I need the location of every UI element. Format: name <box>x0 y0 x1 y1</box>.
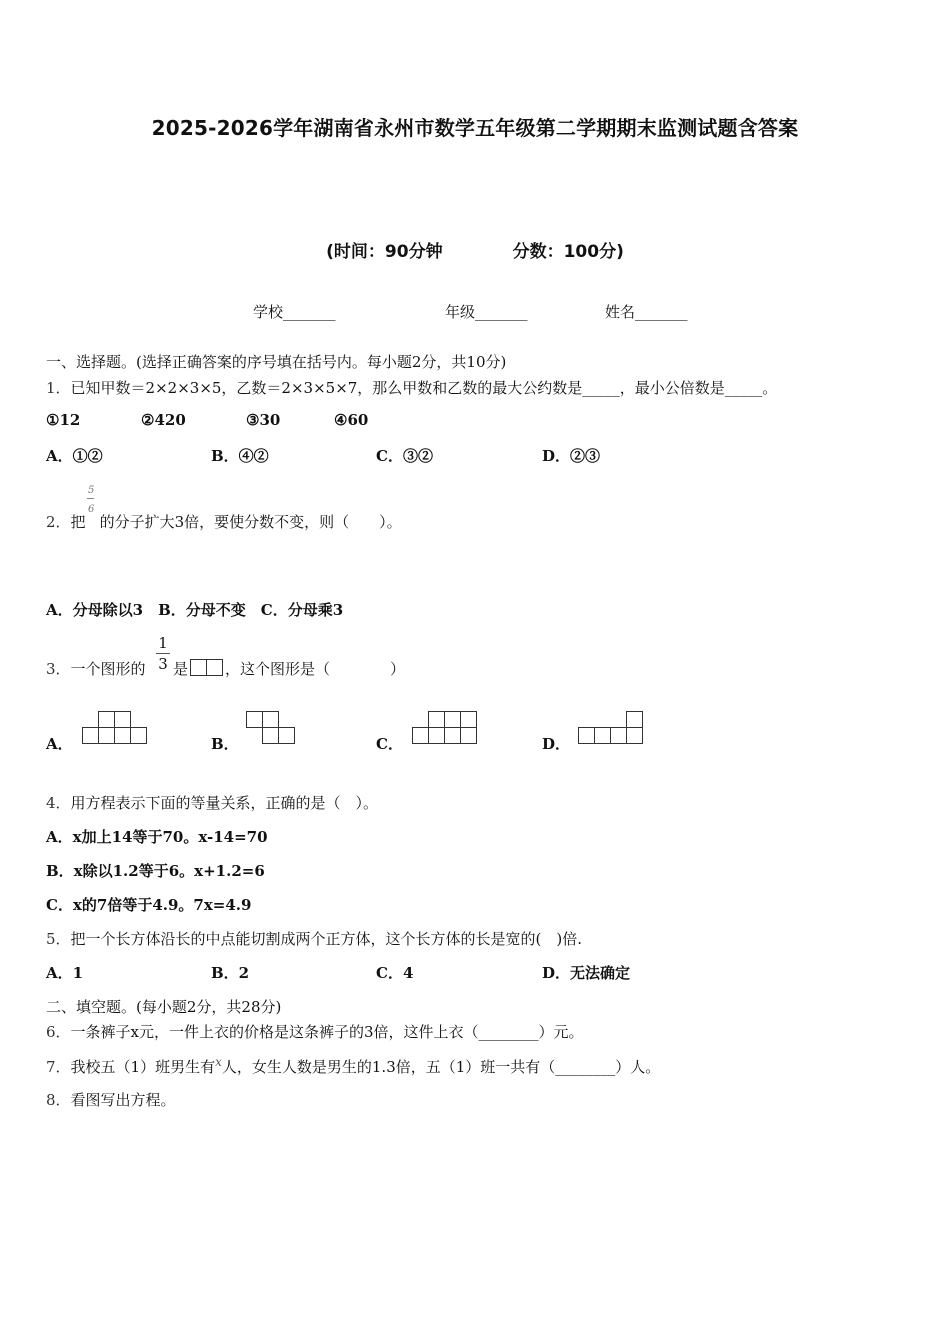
school-field: 学校_______ <box>253 303 336 321</box>
page-title: 2025-2026学年湖南省永州市数学五年级第二学期期末监测试题含答案 <box>151 116 799 140</box>
question-text-post: 人，女生人数是男生的1.3倍，五（1）班一共有（________）人。 <box>221 1058 661 1076</box>
question-3-post: ，这个图形是（ ） <box>225 660 406 678</box>
q1-item-1: ①12 <box>46 411 81 429</box>
q3-option-b-label[interactable]: B． <box>211 735 239 753</box>
question-number: 7． <box>46 1058 71 1076</box>
question-5 <box>46 928 582 949</box>
q3-option-c-label[interactable]: C． <box>376 735 403 753</box>
question-number: 1． <box>46 379 71 397</box>
q2-options[interactable]: A．分母除以3 B．分母不变 C．分母乘3 <box>46 601 344 619</box>
question-3 <box>46 658 146 679</box>
section-2-heading: 二、填空题。(每小题2分，共28分) <box>46 998 282 1016</box>
fraction-one-third <box>156 633 170 674</box>
question-number: 4． <box>46 794 71 812</box>
q4-option-b[interactable]: B．x除以1.2等于6。x+1.2=6 <box>46 862 265 880</box>
grade-field: 年级_______ <box>445 303 528 321</box>
q1-item-2: ②420 <box>141 411 186 429</box>
question-3-mid: 是 <box>173 660 189 678</box>
q1-option-b[interactable]: B．④② <box>211 447 269 465</box>
question-2 <box>46 511 402 532</box>
q3-option-d-figure[interactable] <box>578 711 646 746</box>
fraction-denominator: 6 <box>88 504 95 515</box>
q3-option-b-figure[interactable] <box>246 711 298 746</box>
fraction-numerator: 5 <box>88 485 95 496</box>
question-7 <box>46 1055 660 1077</box>
exam-time: (时间：90分钟 <box>326 242 443 262</box>
square <box>191 660 207 676</box>
q1-item-3: ③30 <box>246 411 281 429</box>
q4-option-a[interactable]: A．x加上14等于70。x-14=70 <box>46 828 268 846</box>
question-8 <box>46 1089 176 1110</box>
question-number: 2． <box>46 513 71 531</box>
question-text-pre: 把 <box>70 513 86 531</box>
q1-option-a[interactable]: A．①② <box>46 447 103 465</box>
q3-option-c-figure[interactable] <box>412 711 480 746</box>
question-text-post: 的分子扩大3倍，要使分数不变，则（ ）。 <box>99 513 402 531</box>
two-square-figure <box>190 659 224 677</box>
square <box>207 660 223 676</box>
question-text: 用方程表示下面的等量关系，正确的是（ ）。 <box>70 794 379 812</box>
q3-option-a-label[interactable]: A． <box>46 735 73 753</box>
section-1-heading: 一、选择题。(选择正确答案的序号填在括号内。每小题2分，共10分) <box>46 353 507 371</box>
q4-option-c[interactable]: C．x的7倍等于4.9。7x=4.9 <box>46 896 252 914</box>
q3-option-a-figure[interactable] <box>82 711 149 746</box>
question-text-pre: 一个图形的 <box>70 660 146 678</box>
q5-option-b[interactable]: B．2 <box>211 964 250 982</box>
q1-item-4: ④60 <box>334 411 369 429</box>
question-text: 一条裤子x元，一件上衣的价格是这条裤子的3倍，这件上衣（________）元。 <box>70 1023 584 1041</box>
question-6 <box>46 1021 584 1042</box>
question-text: 把一个长方体沿长的中点能切割成两个正方体，这个长方体的长是宽的( )倍. <box>70 930 583 948</box>
fraction-numerator: 1 <box>156 633 170 654</box>
question-number: 3． <box>46 660 71 678</box>
q1-option-d[interactable]: D．②③ <box>542 447 601 465</box>
q5-option-a[interactable]: A．1 <box>46 964 84 982</box>
question-text: 看图写出方程。 <box>70 1091 176 1109</box>
question-number: 6． <box>46 1023 71 1041</box>
question-1 <box>46 377 777 398</box>
q5-option-c[interactable]: C．4 <box>376 964 414 982</box>
question-number: 5． <box>46 930 71 948</box>
q1-option-c[interactable]: C．③② <box>376 447 433 465</box>
variable-x: x <box>215 1055 222 1069</box>
q5-option-d[interactable]: D．无法确定 <box>542 964 631 982</box>
question-number: 8． <box>46 1091 71 1109</box>
fraction-denominator: 3 <box>158 655 168 673</box>
exam-meta <box>0 237 950 262</box>
fraction-bar <box>87 498 94 499</box>
exam-score: 分数：100分) <box>512 242 624 262</box>
name-field: 姓名_______ <box>605 303 688 321</box>
q3-option-d-label[interactable]: D． <box>542 735 571 753</box>
question-text-pre: 我校五（1）班男生有 <box>70 1058 216 1076</box>
question-4 <box>46 792 378 813</box>
question-text: 已知甲数＝2×2×3×5，乙数＝2×3×5×7，那么甲数和乙数的最大公约数是_____，最小公倍数是_____。 <box>70 379 778 397</box>
